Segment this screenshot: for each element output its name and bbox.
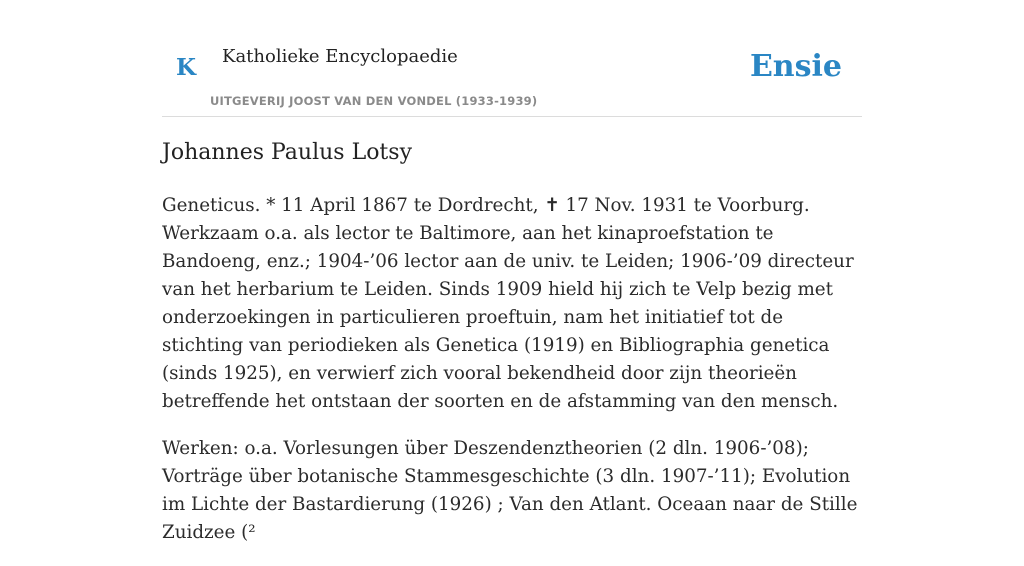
article-paragraph: Werken: o.a. Vorlesungen über Deszendenztheorien (2 dln. 1906-’08); Vorträge über botanische Stammesgeschichte (3 dln. 1907-’11); Evolution im Lichte der Bastardierung (1926) ; Van den Atlant. Oceaan naar de Stille Zuidzee (² xyxy=(162,438,858,543)
site-logo[interactable]: K xyxy=(176,54,196,81)
article-body xyxy=(162,192,862,566)
brand-logo[interactable]: Ensie xyxy=(749,49,842,84)
article-title: Johannes Paulus Lotsy xyxy=(162,140,412,165)
site-header xyxy=(162,0,862,117)
article-paragraph: Geneticus. * 11 April 1867 te Dordrecht, ✝ 17 Nov. 1931 te Voorburg. Werkzaam o.a. als lector te Baltimore, aan het kinaproefstation te Bandoeng, enz.; 1904-’06 lector aan de univ. te Leiden; 1906-’09 directeur van het herbarium te Leiden. Sinds 1909 hield hij zich te Velp bezig met onderzoekingen in particulieren proeftuin, nam het initiatief tot de stichting van periodieken als Genetica (1919) en Bibliographia genetica (sinds 1925), en verwierf zich vooral bekendheid door zijn theorieën betreffende het ontstaan der soorten en de afstamming van den mensch. xyxy=(162,195,854,412)
publisher-subtitle: UITGEVERIJ JOOST VAN DEN VONDEL (1933-1939) xyxy=(210,94,538,108)
site-title[interactable]: Katholieke Encyclopaedie xyxy=(222,46,458,67)
